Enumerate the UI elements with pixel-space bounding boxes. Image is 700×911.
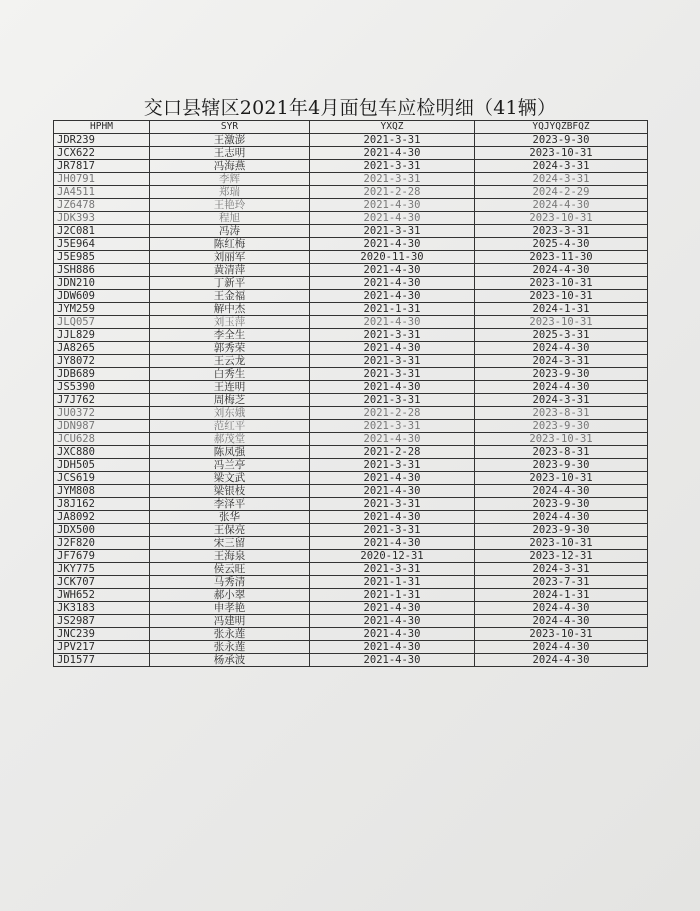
- extended-inspection-deadline-cell: 2023-9-30: [475, 134, 648, 147]
- table-row: [54, 576, 648, 589]
- plate-number-cell: JDB689: [54, 368, 150, 381]
- extended-inspection-deadline-cell: 2023-10-31: [475, 290, 648, 303]
- owner-name-cell: 王艳玲: [150, 199, 310, 212]
- extended-inspection-deadline-cell: 2023-10-31: [475, 277, 648, 290]
- valid-until-cell: 2021-3-31: [310, 459, 475, 472]
- extended-inspection-deadline-cell: 2023-8-31: [475, 446, 648, 459]
- vehicle-inspection-table: [53, 120, 648, 667]
- valid-until-cell: 2021-2-28: [310, 186, 475, 199]
- valid-until-cell: 2021-4-30: [310, 316, 475, 329]
- owner-name-cell: 范红平: [150, 420, 310, 433]
- extended-inspection-deadline-cell: 2023-3-31: [475, 225, 648, 238]
- table-row: [54, 342, 648, 355]
- extended-inspection-deadline-cell: 2023-10-31: [475, 537, 648, 550]
- owner-name-cell: 王保亮: [150, 524, 310, 537]
- owner-name-cell: 王连明: [150, 381, 310, 394]
- plate-number-cell: JPV217: [54, 641, 150, 654]
- table-row: [54, 277, 648, 290]
- valid-until-cell: 2021-3-31: [310, 225, 475, 238]
- valid-until-cell: 2021-4-30: [310, 472, 475, 485]
- table-row: [54, 212, 648, 225]
- valid-until-cell: 2021-4-30: [310, 602, 475, 615]
- plate-number-cell: JNC239: [54, 628, 150, 641]
- plate-number-cell: JYM808: [54, 485, 150, 498]
- valid-until-cell: 2021-3-31: [310, 160, 475, 173]
- owner-name-cell: 王激澎: [150, 134, 310, 147]
- extended-inspection-deadline-cell: 2024-4-30: [475, 342, 648, 355]
- owner-name-cell: 张华: [150, 511, 310, 524]
- extended-inspection-deadline-cell: 2024-4-30: [475, 485, 648, 498]
- plate-number-cell: JDH505: [54, 459, 150, 472]
- table-row: [54, 602, 648, 615]
- owner-name-cell: 侯云旺: [150, 563, 310, 576]
- plate-number-cell: JKY775: [54, 563, 150, 576]
- plate-number-cell: JDN987: [54, 420, 150, 433]
- owner-name-cell: 杨承波: [150, 654, 310, 667]
- plate-number-cell: JZ6478: [54, 199, 150, 212]
- plate-number-cell: JA8092: [54, 511, 150, 524]
- extended-inspection-deadline-cell: 2023-10-31: [475, 628, 648, 641]
- owner-name-cell: 冯涛: [150, 225, 310, 238]
- table-row: [54, 641, 648, 654]
- extended-inspection-deadline-cell: 2023-10-31: [475, 212, 648, 225]
- plate-number-cell: JYM259: [54, 303, 150, 316]
- plate-number-cell: JA4511: [54, 186, 150, 199]
- plate-number-cell: JA8265: [54, 342, 150, 355]
- valid-until-cell: 2021-4-30: [310, 238, 475, 251]
- owner-name-cell: 李全生: [150, 329, 310, 342]
- valid-until-cell: 2021-4-30: [310, 641, 475, 654]
- owner-name-cell: 冯建明: [150, 615, 310, 628]
- table-row: [54, 225, 648, 238]
- valid-until-cell: 2021-1-31: [310, 303, 475, 316]
- table-row: [54, 628, 648, 641]
- valid-until-cell: 2021-4-30: [310, 628, 475, 641]
- valid-until-cell: 2021-3-31: [310, 134, 475, 147]
- plate-number-cell: J2C081: [54, 225, 150, 238]
- owner-name-cell: 郝小翠: [150, 589, 310, 602]
- valid-until-cell: 2021-3-31: [310, 394, 475, 407]
- valid-until-cell: 2021-3-31: [310, 355, 475, 368]
- table-row: [54, 498, 648, 511]
- column-header-syr: SYR: [150, 121, 310, 134]
- extended-inspection-deadline-cell: 2024-1-31: [475, 303, 648, 316]
- plate-number-cell: JSH886: [54, 264, 150, 277]
- owner-name-cell: 郭秀荣: [150, 342, 310, 355]
- valid-until-cell: 2021-4-30: [310, 511, 475, 524]
- plate-number-cell: JWH652: [54, 589, 150, 602]
- valid-until-cell: 2021-4-30: [310, 277, 475, 290]
- column-header-yxqz: YXQZ: [310, 121, 475, 134]
- owner-name-cell: 陈红梅: [150, 238, 310, 251]
- table-body: [54, 134, 648, 667]
- owner-name-cell: 陈凤强: [150, 446, 310, 459]
- table-row: [54, 186, 648, 199]
- owner-name-cell: 郝茂堂: [150, 433, 310, 446]
- extended-inspection-deadline-cell: 2024-4-30: [475, 602, 648, 615]
- extended-inspection-deadline-cell: 2023-10-31: [475, 433, 648, 446]
- extended-inspection-deadline-cell: 2023-10-31: [475, 472, 648, 485]
- extended-inspection-deadline-cell: 2024-4-30: [475, 264, 648, 277]
- valid-until-cell: 2021-4-30: [310, 537, 475, 550]
- extended-inspection-deadline-cell: 2025-4-30: [475, 238, 648, 251]
- owner-name-cell: 王志明: [150, 147, 310, 160]
- table-row: [54, 368, 648, 381]
- extended-inspection-deadline-cell: 2024-3-31: [475, 160, 648, 173]
- valid-until-cell: 2021-4-30: [310, 147, 475, 160]
- extended-inspection-deadline-cell: 2023-9-30: [475, 368, 648, 381]
- table-row: [54, 537, 648, 550]
- table-row: [54, 381, 648, 394]
- plate-number-cell: JCU628: [54, 433, 150, 446]
- valid-until-cell: 2021-3-31: [310, 563, 475, 576]
- extended-inspection-deadline-cell: 2023-12-31: [475, 550, 648, 563]
- table-row: [54, 550, 648, 563]
- extended-inspection-deadline-cell: 2024-3-31: [475, 394, 648, 407]
- valid-until-cell: 2020-12-31: [310, 550, 475, 563]
- extended-inspection-deadline-cell: 2025-3-31: [475, 329, 648, 342]
- plate-number-cell: JDR239: [54, 134, 150, 147]
- extended-inspection-deadline-cell: 2023-8-31: [475, 407, 648, 420]
- extended-inspection-deadline-cell: 2023-9-30: [475, 498, 648, 511]
- plate-number-cell: JH0791: [54, 173, 150, 186]
- table-row: [54, 563, 648, 576]
- plate-number-cell: J5E964: [54, 238, 150, 251]
- table-row: [54, 433, 648, 446]
- table-header-row: [54, 121, 648, 134]
- valid-until-cell: 2021-3-31: [310, 173, 475, 186]
- table-row: [54, 329, 648, 342]
- owner-name-cell: 张永莲: [150, 641, 310, 654]
- extended-inspection-deadline-cell: 2024-4-30: [475, 641, 648, 654]
- table-row: [54, 251, 648, 264]
- plate-number-cell: J5E985: [54, 251, 150, 264]
- valid-until-cell: 2021-3-31: [310, 368, 475, 381]
- extended-inspection-deadline-cell: 2023-9-30: [475, 459, 648, 472]
- table-row: [54, 238, 648, 251]
- owner-name-cell: 梁银枝: [150, 485, 310, 498]
- valid-until-cell: 2021-2-28: [310, 407, 475, 420]
- document-title: 交口县辖区2021年4月面包车应检明细（41辆）: [143, 97, 557, 119]
- owner-name-cell: 张永莲: [150, 628, 310, 641]
- owner-name-cell: 马秀清: [150, 576, 310, 589]
- owner-name-cell: 解中杰: [150, 303, 310, 316]
- table-row: [54, 290, 648, 303]
- valid-until-cell: 2021-4-30: [310, 654, 475, 667]
- extended-inspection-deadline-cell: 2024-1-31: [475, 589, 648, 602]
- extended-inspection-deadline-cell: 2023-7-31: [475, 576, 648, 589]
- table-row: [54, 264, 648, 277]
- extended-inspection-deadline-cell: 2023-9-30: [475, 524, 648, 537]
- valid-until-cell: 2021-3-31: [310, 498, 475, 511]
- valid-until-cell: 2021-4-30: [310, 433, 475, 446]
- table-row: [54, 420, 648, 433]
- plate-number-cell: JLQ057: [54, 316, 150, 329]
- table-row: [54, 407, 648, 420]
- plate-number-cell: JCX622: [54, 147, 150, 160]
- owner-name-cell: 冯海燕: [150, 160, 310, 173]
- owner-name-cell: 李辉: [150, 173, 310, 186]
- valid-until-cell: 2021-1-31: [310, 589, 475, 602]
- column-header-hphm: HPHM: [54, 121, 150, 134]
- valid-until-cell: 2021-1-31: [310, 576, 475, 589]
- extended-inspection-deadline-cell: 2024-3-31: [475, 173, 648, 186]
- plate-number-cell: JCK707: [54, 576, 150, 589]
- table-row: [54, 199, 648, 212]
- plate-number-cell: JF7679: [54, 550, 150, 563]
- valid-until-cell: 2021-4-30: [310, 381, 475, 394]
- valid-until-cell: 2021-4-30: [310, 212, 475, 225]
- extended-inspection-deadline-cell: 2024-4-30: [475, 199, 648, 212]
- table-row: [54, 303, 648, 316]
- owner-name-cell: 梁文武: [150, 472, 310, 485]
- table-row: [54, 446, 648, 459]
- owner-name-cell: 王金福: [150, 290, 310, 303]
- table-row: [54, 485, 648, 498]
- valid-until-cell: 2021-4-30: [310, 342, 475, 355]
- owner-name-cell: 周梅芝: [150, 394, 310, 407]
- valid-until-cell: 2021-4-30: [310, 290, 475, 303]
- plate-number-cell: JDX500: [54, 524, 150, 537]
- plate-number-cell: JS5390: [54, 381, 150, 394]
- owner-name-cell: 王海泉: [150, 550, 310, 563]
- owner-name-cell: 宋三留: [150, 537, 310, 550]
- valid-until-cell: 2021-2-28: [310, 446, 475, 459]
- plate-number-cell: JK3183: [54, 602, 150, 615]
- valid-until-cell: 2021-4-30: [310, 264, 475, 277]
- table-row: [54, 394, 648, 407]
- table-row: [54, 160, 648, 173]
- owner-name-cell: 申孝艳: [150, 602, 310, 615]
- owner-name-cell: 郑瑞: [150, 186, 310, 199]
- valid-until-cell: 2021-3-31: [310, 524, 475, 537]
- table-row: [54, 654, 648, 667]
- owner-name-cell: 冯兰亭: [150, 459, 310, 472]
- table-row: [54, 316, 648, 329]
- plate-number-cell: JR7817: [54, 160, 150, 173]
- extended-inspection-deadline-cell: 2024-3-31: [475, 355, 648, 368]
- valid-until-cell: 2021-4-30: [310, 615, 475, 628]
- extended-inspection-deadline-cell: 2024-3-31: [475, 563, 648, 576]
- column-header-yqjyqzbfqz: YQJYQZBFQZ: [475, 121, 648, 134]
- owner-name-cell: 刘玉萍: [150, 316, 310, 329]
- plate-number-cell: JDN210: [54, 277, 150, 290]
- plate-number-cell: JXC880: [54, 446, 150, 459]
- valid-until-cell: 2021-3-31: [310, 329, 475, 342]
- valid-until-cell: 2021-4-30: [310, 485, 475, 498]
- extended-inspection-deadline-cell: 2024-4-30: [475, 615, 648, 628]
- table-row: [54, 355, 648, 368]
- valid-until-cell: 2021-3-31: [310, 420, 475, 433]
- plate-number-cell: J2F820: [54, 537, 150, 550]
- table-row: [54, 472, 648, 485]
- owner-name-cell: 王云龙: [150, 355, 310, 368]
- plate-number-cell: JD1577: [54, 654, 150, 667]
- extended-inspection-deadline-cell: 2023-10-31: [475, 316, 648, 329]
- extended-inspection-deadline-cell: 2024-4-30: [475, 511, 648, 524]
- valid-until-cell: 2021-4-30: [310, 199, 475, 212]
- plate-number-cell: JDK393: [54, 212, 150, 225]
- owner-name-cell: 白秀生: [150, 368, 310, 381]
- plate-number-cell: JU0372: [54, 407, 150, 420]
- extended-inspection-deadline-cell: 2024-2-29: [475, 186, 648, 199]
- plate-number-cell: JDW609: [54, 290, 150, 303]
- table-row: [54, 134, 648, 147]
- plate-number-cell: JJL829: [54, 329, 150, 342]
- table-row: [54, 173, 648, 186]
- table-row: [54, 459, 648, 472]
- table-row: [54, 615, 648, 628]
- plate-number-cell: J8J162: [54, 498, 150, 511]
- plate-number-cell: J7J762: [54, 394, 150, 407]
- extended-inspection-deadline-cell: 2024-4-30: [475, 654, 648, 667]
- plate-number-cell: JY8072: [54, 355, 150, 368]
- plate-number-cell: JCS619: [54, 472, 150, 485]
- extended-inspection-deadline-cell: 2023-10-31: [475, 147, 648, 160]
- valid-until-cell: 2020-11-30: [310, 251, 475, 264]
- owner-name-cell: 刘东娥: [150, 407, 310, 420]
- table-row: [54, 524, 648, 537]
- owner-name-cell: 程旭: [150, 212, 310, 225]
- owner-name-cell: 李泽平: [150, 498, 310, 511]
- extended-inspection-deadline-cell: 2023-9-30: [475, 420, 648, 433]
- extended-inspection-deadline-cell: 2024-4-30: [475, 381, 648, 394]
- table-row: [54, 511, 648, 524]
- plate-number-cell: JS2987: [54, 615, 150, 628]
- table-row: [54, 147, 648, 160]
- extended-inspection-deadline-cell: 2023-11-30: [475, 251, 648, 264]
- table-row: [54, 589, 648, 602]
- owner-name-cell: 丁新平: [150, 277, 310, 290]
- owner-name-cell: 刘丽军: [150, 251, 310, 264]
- owner-name-cell: 黄清萍: [150, 264, 310, 277]
